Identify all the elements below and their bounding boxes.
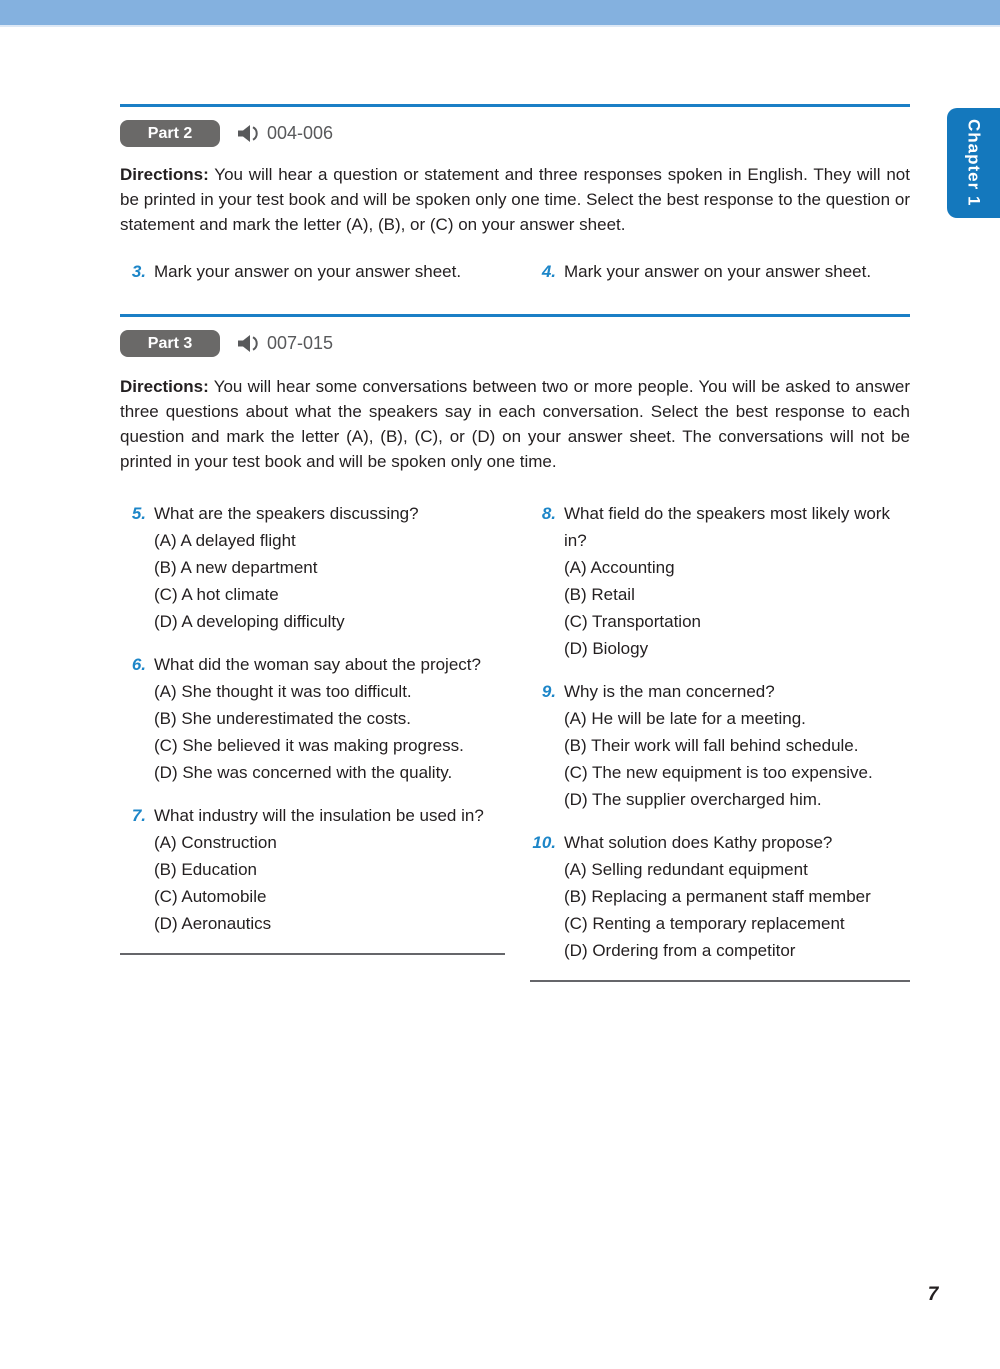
option: (A) She thought it was too difficult. — [154, 682, 412, 701]
speaker-icon — [237, 124, 260, 143]
question-8 — [530, 500, 910, 662]
part2-directions-body: You will hear a question or statement and three responses spoken in English. They will not be printed in your test book and will be spoken only one time. Select the best response to the question or statement and mark the letter (A), (B), or (C) on your answer sheet. — [120, 165, 910, 234]
question-number: 5. — [131, 504, 146, 523]
part3-directions — [120, 374, 910, 474]
speaker-icon — [237, 334, 260, 353]
option: (B) Their work will fall behind schedule. — [564, 736, 859, 755]
option: (A) Accounting — [564, 558, 675, 577]
option: (C) She believed it was making progress. — [154, 736, 464, 755]
option: (B) Retail — [564, 585, 635, 604]
part2-top-rule — [120, 104, 910, 107]
directions-label: Directions: — [120, 377, 209, 396]
part2-section — [120, 104, 910, 284]
option: (A) Selling redundant equipment — [564, 860, 808, 879]
option: (C) Renting a temporary replacement — [564, 914, 845, 933]
part3-track-number: 007-015 — [267, 333, 334, 353]
part2-badge: Part 2 — [120, 120, 220, 147]
question-text: What solution does Kathy propose? — [564, 833, 833, 852]
part2-header — [120, 120, 910, 147]
part3-track — [237, 333, 333, 354]
left-column-separator-line — [120, 953, 505, 955]
question-number: 3. — [131, 262, 146, 281]
option: (A) A delayed flight — [154, 531, 296, 550]
page-content — [120, 104, 910, 982]
questions-right-column — [530, 500, 910, 982]
page-top-bar — [0, 0, 1000, 27]
question-number: 6. — [131, 655, 146, 674]
chapter-tab — [947, 108, 1000, 218]
option: (D) The supplier overcharged him. — [564, 790, 822, 809]
question-3 — [120, 259, 530, 284]
part3-directions-body: You will hear some conversations between two or more people. You will be asked to answer three questions about what the speakers say in each conversation. Select the best response to each question and mark the letter (A), (B), (C), or (D) on your answer sheet. The conversations will not be printed in your test book and will be spoken only one time. — [120, 377, 910, 471]
question-text: What did the woman say about the project? — [154, 655, 481, 674]
option: (A) Construction — [154, 833, 277, 852]
part3-header — [120, 330, 910, 357]
page-number: 7 — [927, 1284, 939, 1305]
question-number: 10. — [532, 833, 556, 852]
option: (D) She was concerned with the quality. — [154, 763, 453, 782]
part3-badge: Part 3 — [120, 330, 220, 357]
question-number: 4. — [541, 262, 556, 281]
part3-questions — [120, 500, 910, 982]
part2-directions — [120, 162, 910, 237]
option: (D) Aeronautics — [154, 914, 272, 933]
part2-questions-row — [120, 259, 910, 284]
chapter-tab-label: Chapter 1 — [964, 119, 984, 207]
option: (B) Education — [154, 860, 257, 879]
option: (A) He will be late for a meeting. — [564, 709, 806, 728]
question-number: 7. — [131, 806, 146, 825]
question-7 — [120, 802, 500, 937]
question-text: Mark your answer on your answer sheet. — [154, 262, 462, 281]
question-number: 9. — [541, 682, 556, 701]
option: (D) A developing difficulty — [154, 612, 345, 631]
questions-left-column — [120, 500, 500, 982]
directions-label: Directions: — [120, 165, 209, 184]
part3-section — [120, 314, 910, 982]
question-text: Why is the man concerned? — [564, 682, 775, 701]
option: (D) Ordering from a competitor — [564, 941, 796, 960]
question-text: Mark your answer on your answer sheet. — [564, 262, 872, 281]
question-9 — [530, 678, 910, 813]
part2-track-number: 004-006 — [267, 123, 334, 143]
question-text: What field do the speakers most likely work in? — [564, 504, 890, 550]
question-number: 8. — [541, 504, 556, 523]
question-5 — [120, 500, 500, 635]
option: (D) Biology — [564, 639, 649, 658]
question-6 — [120, 651, 500, 786]
option: (C) Automobile — [154, 887, 267, 906]
option: (B) She underestimated the costs. — [154, 709, 412, 728]
question-text: What industry will the insulation be used in? — [154, 806, 484, 825]
right-column-separator-line — [530, 980, 910, 982]
option: (C) The new equipment is too expensive. — [564, 763, 873, 782]
part3-top-rule — [120, 314, 910, 317]
option: (B) A new department — [154, 558, 318, 577]
option: (C) Transportation — [564, 612, 701, 631]
question-10 — [530, 829, 910, 964]
part2-track — [237, 123, 333, 144]
option: (C) A hot climate — [154, 585, 279, 604]
question-4 — [530, 259, 871, 284]
question-text: What are the speakers discussing? — [154, 504, 419, 523]
option: (B) Replacing a permanent staff member — [564, 887, 871, 906]
